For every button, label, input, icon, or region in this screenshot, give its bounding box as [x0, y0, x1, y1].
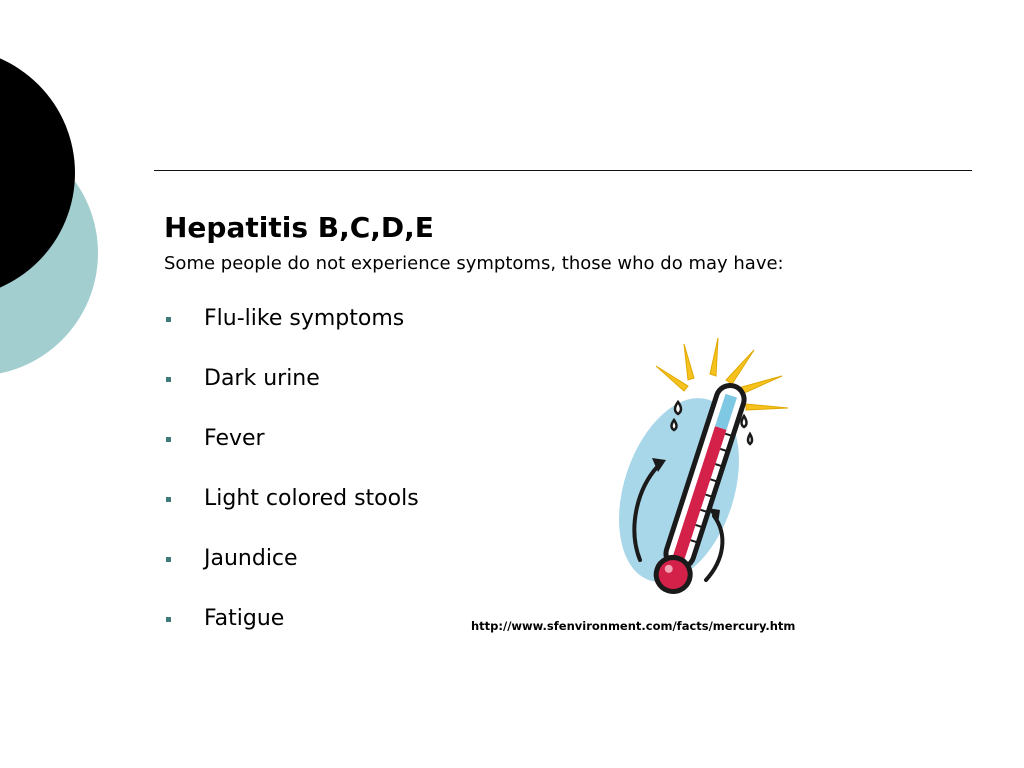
thermometer-icon — [606, 330, 806, 610]
square-bullet-icon — [166, 557, 171, 562]
symptom-list — [164, 304, 419, 664]
slide-subtitle: Some people do not experience symptoms, those who do may have: — [164, 253, 784, 274]
list-item-text: Fever — [204, 426, 265, 451]
list-item-text: Light colored stools — [204, 486, 419, 511]
title-divider — [154, 170, 972, 171]
square-bullet-icon — [166, 317, 171, 322]
square-bullet-icon — [166, 617, 171, 622]
list-item — [164, 304, 419, 334]
square-bullet-icon — [166, 497, 171, 502]
square-bullet-icon — [166, 377, 171, 382]
list-item — [164, 484, 419, 514]
list-item — [164, 544, 419, 574]
slide-title: Hepatitis B,C,D,E — [164, 211, 434, 244]
square-bullet-icon — [166, 437, 171, 442]
list-item — [164, 424, 419, 454]
list-item-text: Dark urine — [204, 366, 320, 391]
decorative-circles — [0, 0, 110, 400]
list-item — [164, 604, 419, 634]
list-item — [164, 364, 419, 394]
list-item-text: Flu-like symptoms — [204, 306, 405, 331]
source-link[interactable]: http://www.sfenvironment.com/facts/mercury.htm — [471, 619, 796, 633]
list-item-text: Fatigue — [204, 606, 285, 631]
list-item-text: Jaundice — [204, 546, 298, 571]
